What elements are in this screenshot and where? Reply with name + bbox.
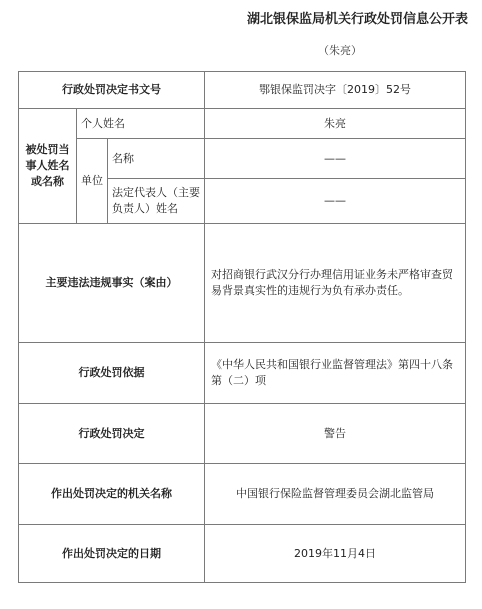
legal-rep-value: —— [205, 179, 466, 224]
table-row [19, 139, 466, 179]
document-subtitle: （朱亮） [318, 44, 362, 57]
basis-value: 《中华人民共和国银行业监督管理法》第四十八条第（二）项 [205, 343, 466, 404]
party-label: 被处罚当事人姓名或名称 [19, 109, 77, 224]
individual-name-label: 个人姓名 [77, 109, 205, 139]
violation-value: 对招商银行武汉分行办理信用证业务未严格审查贸易背景真实性的违规行为负有承办责任。 [205, 224, 466, 343]
table-row [19, 72, 466, 109]
table-row [19, 404, 466, 464]
legal-rep-label: 法定代表人（主要负责人）姓名 [108, 179, 205, 224]
penalty-info-table [18, 71, 466, 583]
unit-name-value: —— [205, 139, 466, 179]
unit-name-label: 名称 [108, 139, 205, 179]
unit-label: 单位 [77, 139, 108, 224]
individual-name-value: 朱亮 [205, 109, 466, 139]
document-title: 湖北银保监局机关行政处罚信息公开表 [246, 12, 468, 27]
table-row [19, 109, 466, 139]
date-label: 作出处罚决定的日期 [19, 525, 205, 583]
decision-label: 行政处罚决定 [19, 404, 205, 464]
table-row [19, 224, 466, 343]
date-value: 2019年11月4日 [205, 525, 466, 583]
authority-label: 作出处罚决定的机关名称 [19, 464, 205, 525]
table-row [19, 343, 466, 404]
table-row [19, 525, 466, 583]
doc-number-value: 鄂银保监罚决字〔2019〕52号 [205, 72, 466, 109]
violation-label: 主要违法违规事实（案由） [19, 224, 205, 343]
decision-value: 警告 [205, 404, 466, 464]
authority-value: 中国银行保险监督管理委员会湖北监管局 [205, 464, 466, 525]
doc-number-label: 行政处罚决定书文号 [19, 72, 205, 109]
basis-label: 行政处罚依据 [19, 343, 205, 404]
table-row [19, 464, 466, 525]
